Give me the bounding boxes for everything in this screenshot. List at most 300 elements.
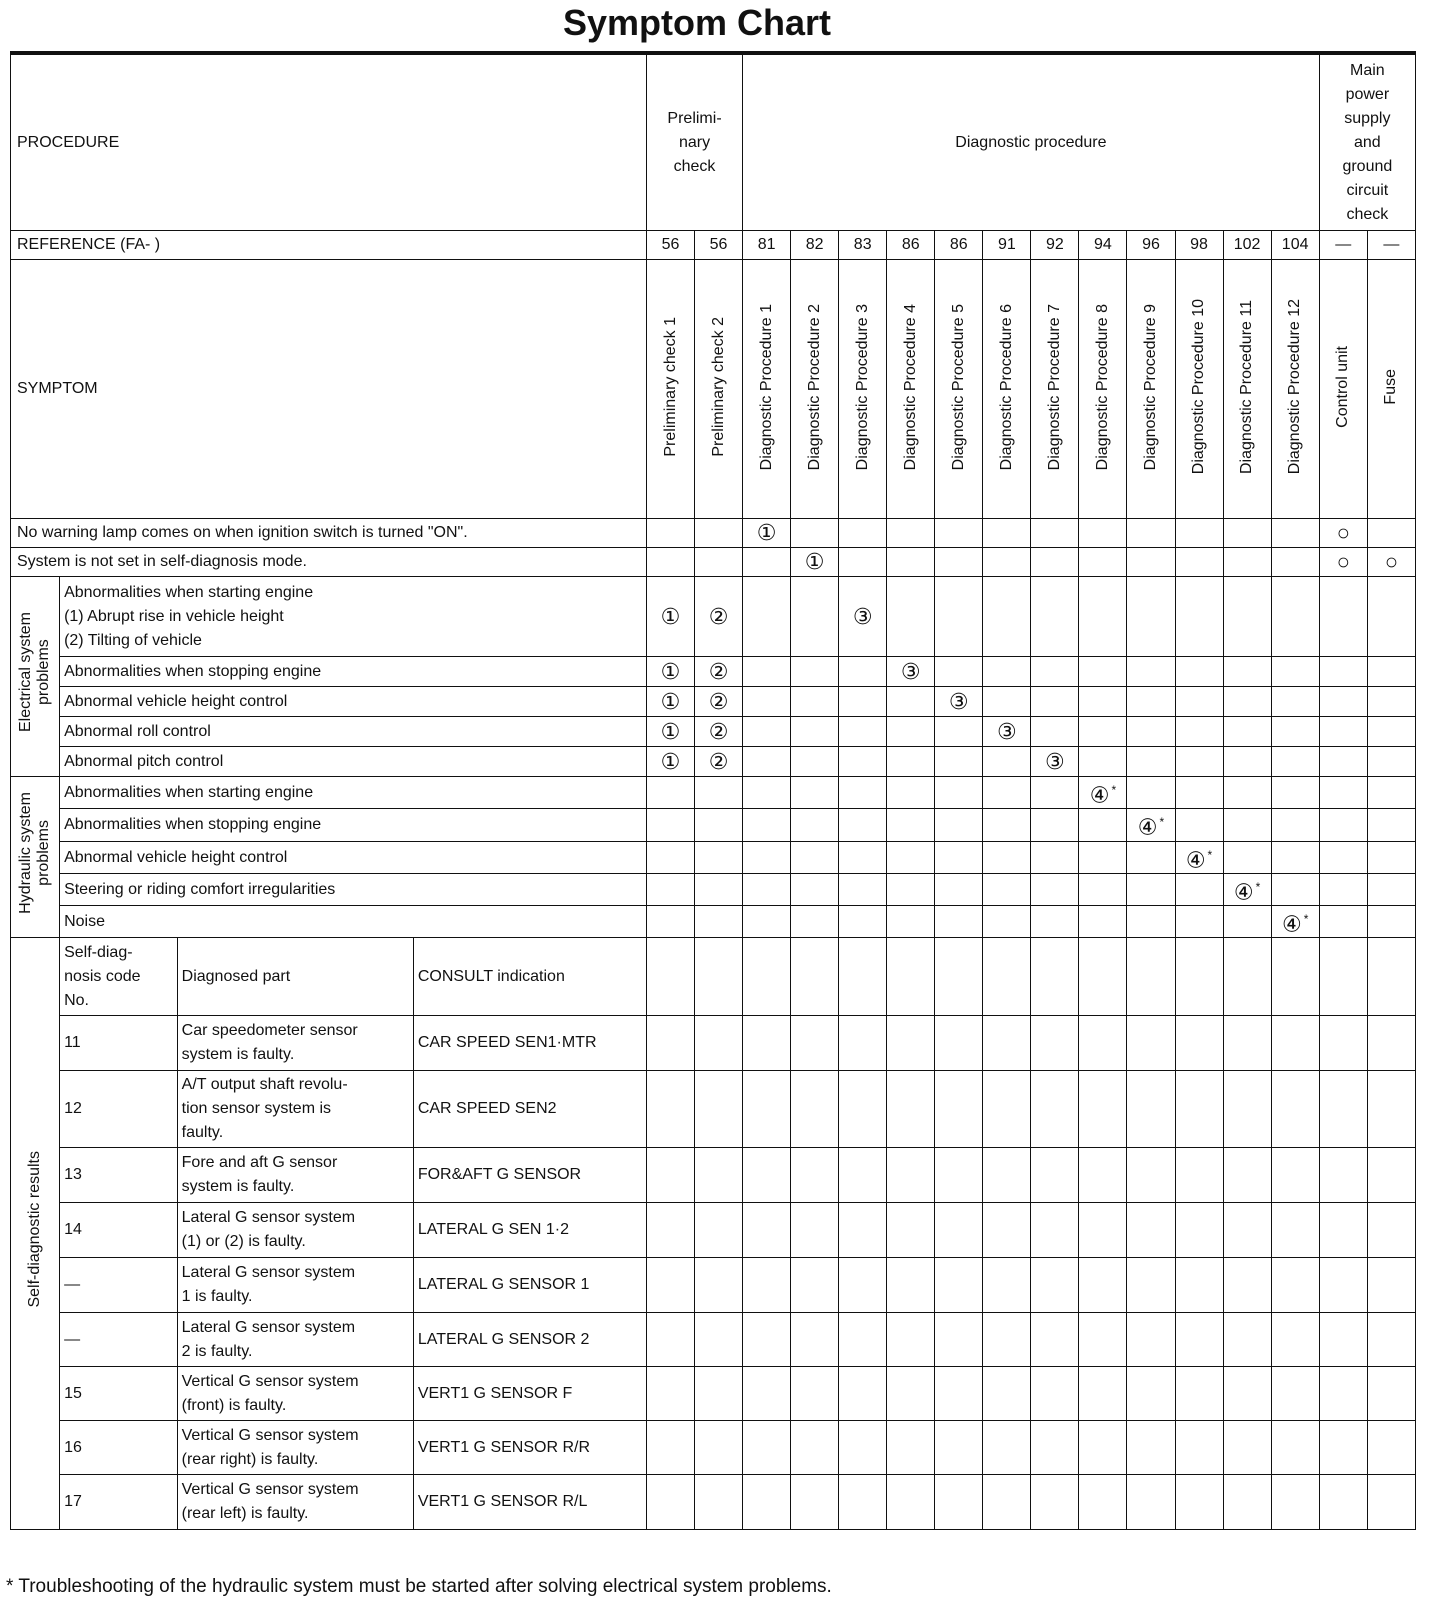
self-diag-row bbox=[11, 1313, 1416, 1367]
hydraulic-symptom-row bbox=[11, 874, 1416, 906]
mark-cell bbox=[1127, 1367, 1175, 1421]
mark-cell bbox=[695, 747, 743, 777]
mark-cell bbox=[1223, 519, 1271, 548]
mark-cell bbox=[743, 717, 791, 747]
mark-cell bbox=[695, 548, 743, 577]
mark-cell bbox=[1367, 842, 1415, 874]
hydraulic-symptom-row bbox=[11, 906, 1416, 938]
mark-cell bbox=[743, 938, 791, 1016]
column-header bbox=[1319, 260, 1367, 519]
mark-cell bbox=[1175, 717, 1223, 747]
mark-cell bbox=[1127, 1071, 1175, 1148]
self-diag-code: — bbox=[60, 1258, 178, 1313]
self-diagnostic-group-text: Self-diagnostic results bbox=[26, 1151, 44, 1308]
mark-cell bbox=[1367, 938, 1415, 1016]
self-diag-code: 16 bbox=[60, 1421, 178, 1475]
mark-cell bbox=[743, 1475, 791, 1530]
mark-cell bbox=[1319, 1148, 1367, 1203]
mark-cell bbox=[1367, 1475, 1415, 1530]
mark-cell bbox=[1031, 1367, 1079, 1421]
mark-cell bbox=[695, 906, 743, 938]
mark-cell bbox=[1271, 687, 1319, 717]
symptom-label: SYMPTOM bbox=[11, 260, 647, 519]
footnote-star: * bbox=[1207, 847, 1213, 862]
mark-cell bbox=[695, 657, 743, 687]
column-header bbox=[1079, 260, 1127, 519]
mark-cell bbox=[1127, 906, 1175, 938]
mark-cell bbox=[1367, 874, 1415, 906]
mark-cell bbox=[935, 809, 983, 842]
mark-cell bbox=[983, 1071, 1031, 1148]
mark-cell bbox=[1319, 906, 1367, 938]
mark-cell bbox=[743, 809, 791, 842]
mark-cell bbox=[1127, 1016, 1175, 1071]
mark-cell bbox=[1127, 842, 1175, 874]
step-mark: ① bbox=[660, 748, 681, 774]
mark-cell bbox=[983, 1203, 1031, 1258]
diagnosed-part-header: Diagnosed part bbox=[177, 938, 413, 1016]
mark-cell bbox=[839, 1475, 887, 1530]
column-header bbox=[1175, 260, 1223, 519]
symptom-table-body bbox=[11, 55, 1416, 1530]
mark-cell bbox=[1175, 519, 1223, 548]
hydraulic-group-text: Hydraulic system problems bbox=[17, 792, 53, 914]
mark-cell bbox=[887, 657, 935, 687]
mark-cell bbox=[839, 777, 887, 809]
mark-cell bbox=[791, 842, 839, 874]
mark-cell bbox=[935, 519, 983, 548]
mark-cell bbox=[1367, 717, 1415, 747]
mark-cell bbox=[646, 1367, 694, 1421]
electrical-group-text: Electrical system problems bbox=[17, 612, 53, 733]
mark-cell bbox=[839, 1071, 887, 1148]
mark-cell bbox=[839, 1421, 887, 1475]
mark-cell bbox=[1079, 548, 1127, 577]
mark-cell bbox=[1367, 657, 1415, 687]
mark-cell bbox=[887, 519, 935, 548]
mark-cell bbox=[839, 906, 887, 938]
mark-cell bbox=[983, 842, 1031, 874]
reference-cell: 83 bbox=[839, 231, 887, 260]
mark-cell bbox=[839, 1258, 887, 1313]
consult-indication: LATERAL G SENSOR 2 bbox=[413, 1313, 646, 1367]
mark-cell bbox=[1223, 1203, 1271, 1258]
mark-cell bbox=[839, 519, 887, 548]
step-mark: ④ bbox=[1233, 879, 1254, 905]
mark-cell bbox=[695, 1475, 743, 1530]
mark-cell bbox=[646, 809, 694, 842]
mark-cell bbox=[935, 687, 983, 717]
mark-cell bbox=[791, 906, 839, 938]
mark-cell bbox=[1319, 1258, 1367, 1313]
mark-cell bbox=[1031, 657, 1079, 687]
mark-cell bbox=[887, 1421, 935, 1475]
column-header-label: Diagnostic Procedure 1 bbox=[757, 303, 775, 471]
mark-cell bbox=[743, 1313, 791, 1367]
mark-cell bbox=[1319, 1475, 1367, 1530]
self-diag-code: 14 bbox=[60, 1203, 178, 1258]
step-mark: ① bbox=[660, 688, 681, 714]
mark-cell bbox=[695, 687, 743, 717]
mark-cell bbox=[839, 577, 887, 657]
reference-cell: 86 bbox=[935, 231, 983, 260]
mark-cell bbox=[1223, 548, 1271, 577]
mark-cell bbox=[743, 577, 791, 657]
mark-cell bbox=[695, 519, 743, 548]
footnote: * Troubleshooting of the hydraulic system must be started after solving electrical system problems. bbox=[6, 1576, 832, 1597]
mark-cell bbox=[1175, 842, 1223, 874]
mark-cell bbox=[1127, 657, 1175, 687]
mark-cell bbox=[791, 1421, 839, 1475]
mark-cell bbox=[887, 1203, 935, 1258]
mark-cell bbox=[983, 1313, 1031, 1367]
mark-cell bbox=[1319, 1016, 1367, 1071]
mark-cell bbox=[743, 747, 791, 777]
mark-cell bbox=[646, 1016, 694, 1071]
mark-cell bbox=[646, 842, 694, 874]
mark-cell bbox=[983, 548, 1031, 577]
mark-cell bbox=[1127, 938, 1175, 1016]
mark-cell bbox=[935, 1475, 983, 1530]
mark-cell bbox=[887, 1071, 935, 1148]
reference-cell: 91 bbox=[983, 231, 1031, 260]
mark-cell bbox=[1175, 687, 1223, 717]
mark-cell bbox=[839, 657, 887, 687]
self-diag-code: 11 bbox=[60, 1016, 178, 1071]
mark-cell bbox=[1223, 657, 1271, 687]
mark-cell bbox=[791, 548, 839, 577]
mark-cell bbox=[887, 1258, 935, 1313]
step-mark: ④ bbox=[1137, 814, 1158, 840]
mark-cell bbox=[646, 938, 694, 1016]
mark-cell bbox=[1319, 548, 1367, 577]
mark-cell bbox=[1031, 717, 1079, 747]
mark-cell bbox=[1223, 777, 1271, 809]
mark-cell bbox=[887, 809, 935, 842]
consult-indication: CAR SPEED SEN2 bbox=[413, 1071, 646, 1148]
mark-cell bbox=[1367, 1421, 1415, 1475]
step-mark: ② bbox=[708, 658, 729, 684]
mark-cell bbox=[1031, 809, 1079, 842]
self-diag-row bbox=[11, 1148, 1416, 1203]
mark-cell bbox=[839, 717, 887, 747]
mark-cell bbox=[1319, 717, 1367, 747]
mark-cell bbox=[887, 777, 935, 809]
mark-cell bbox=[1031, 1071, 1079, 1148]
column-header-label: Preliminary check 1 bbox=[661, 317, 679, 457]
mark-cell bbox=[791, 1258, 839, 1313]
mark-cell bbox=[1367, 1148, 1415, 1203]
mark-cell bbox=[791, 1016, 839, 1071]
mark-cell bbox=[887, 874, 935, 906]
column-header bbox=[791, 260, 839, 519]
mark-cell bbox=[646, 874, 694, 906]
mark-cell bbox=[646, 577, 694, 657]
mark-cell bbox=[935, 777, 983, 809]
mark-cell bbox=[1127, 874, 1175, 906]
mark-cell bbox=[983, 906, 1031, 938]
mark-cell bbox=[983, 1367, 1031, 1421]
column-header bbox=[1127, 260, 1175, 519]
column-header-label: Diagnostic Procedure 9 bbox=[1141, 303, 1159, 471]
mark-cell bbox=[1079, 1421, 1127, 1475]
mark-cell bbox=[1175, 938, 1223, 1016]
mark-cell bbox=[646, 1203, 694, 1258]
mark-cell bbox=[1223, 577, 1271, 657]
step-mark: ② bbox=[708, 748, 729, 774]
mark-cell bbox=[743, 657, 791, 687]
column-header-label: Control unit bbox=[1334, 346, 1352, 428]
column-header-label: Diagnostic Procedure 3 bbox=[853, 303, 871, 471]
step-mark: ○ bbox=[1384, 549, 1399, 574]
self-diag-row bbox=[11, 1258, 1416, 1313]
mark-cell bbox=[935, 874, 983, 906]
mark-cell bbox=[1271, 657, 1319, 687]
mark-cell bbox=[1223, 842, 1271, 874]
mark-cell bbox=[983, 1421, 1031, 1475]
mark-cell bbox=[1031, 548, 1079, 577]
step-mark: ② bbox=[708, 603, 729, 629]
mark-cell bbox=[1079, 1258, 1127, 1313]
mark-cell bbox=[983, 777, 1031, 809]
mark-cell bbox=[983, 577, 1031, 657]
mark-cell bbox=[839, 809, 887, 842]
mark-cell bbox=[695, 1016, 743, 1071]
mark-cell bbox=[983, 1148, 1031, 1203]
mark-cell bbox=[1127, 1421, 1175, 1475]
mark-cell bbox=[935, 1258, 983, 1313]
mark-cell bbox=[695, 809, 743, 842]
mark-cell bbox=[1127, 548, 1175, 577]
mark-cell bbox=[791, 1367, 839, 1421]
symptom-text: Abnormal roll control bbox=[60, 717, 647, 747]
mark-cell bbox=[887, 1475, 935, 1530]
mark-cell bbox=[887, 548, 935, 577]
mark-cell bbox=[983, 519, 1031, 548]
mark-cell bbox=[1031, 1016, 1079, 1071]
consult-indication: CAR SPEED SEN1·MTR bbox=[413, 1016, 646, 1071]
mark-cell bbox=[887, 687, 935, 717]
column-header bbox=[695, 260, 743, 519]
mark-cell bbox=[1271, 1258, 1319, 1313]
mark-cell bbox=[791, 657, 839, 687]
mark-cell bbox=[1367, 1203, 1415, 1258]
footnote-star: * bbox=[1303, 911, 1309, 926]
symptom-text: Steering or riding comfort irregularities bbox=[60, 874, 647, 906]
mark-cell bbox=[695, 1071, 743, 1148]
mark-cell bbox=[1175, 1421, 1223, 1475]
mark-cell bbox=[935, 1367, 983, 1421]
self-diag-row bbox=[11, 1016, 1416, 1071]
step-mark: ④ bbox=[1185, 847, 1206, 873]
column-header-label: Diagnostic Procedure 5 bbox=[949, 303, 967, 471]
mark-cell bbox=[1031, 1203, 1079, 1258]
mark-cell bbox=[1079, 842, 1127, 874]
mark-cell bbox=[1319, 842, 1367, 874]
mark-cell bbox=[1271, 842, 1319, 874]
self-diag-row bbox=[11, 1421, 1416, 1475]
mark-cell bbox=[1367, 809, 1415, 842]
mark-cell bbox=[1223, 747, 1271, 777]
mark-cell bbox=[1127, 717, 1175, 747]
mark-cell bbox=[791, 519, 839, 548]
step-mark: ② bbox=[708, 688, 729, 714]
footnote-star: * bbox=[1255, 879, 1261, 894]
mark-cell bbox=[646, 519, 694, 548]
step-mark: ③ bbox=[996, 718, 1017, 744]
mark-cell bbox=[1175, 1016, 1223, 1071]
mark-cell bbox=[839, 747, 887, 777]
mark-cell bbox=[1319, 1203, 1367, 1258]
mark-cell bbox=[935, 577, 983, 657]
mark-cell bbox=[1319, 1367, 1367, 1421]
mark-cell bbox=[1127, 809, 1175, 842]
mark-cell bbox=[791, 1071, 839, 1148]
mark-cell bbox=[646, 1258, 694, 1313]
mark-cell bbox=[983, 874, 1031, 906]
mark-cell bbox=[1175, 1313, 1223, 1367]
mark-cell bbox=[839, 938, 887, 1016]
mark-cell bbox=[1271, 1313, 1319, 1367]
mark-cell bbox=[983, 747, 1031, 777]
self-diag-code: 17 bbox=[60, 1475, 178, 1530]
column-header-label: Diagnostic Procedure 8 bbox=[1093, 303, 1111, 471]
mark-cell bbox=[1175, 1475, 1223, 1530]
mark-cell bbox=[887, 747, 935, 777]
mark-cell bbox=[695, 777, 743, 809]
column-header-label: Diagnostic Procedure 11 bbox=[1238, 299, 1256, 475]
mark-cell bbox=[1031, 1148, 1079, 1203]
column-header bbox=[935, 260, 983, 519]
mark-cell bbox=[743, 687, 791, 717]
mark-cell bbox=[887, 1016, 935, 1071]
mark-cell bbox=[1175, 1258, 1223, 1313]
mark-cell bbox=[887, 906, 935, 938]
mark-cell bbox=[1079, 1203, 1127, 1258]
mark-cell bbox=[743, 1016, 791, 1071]
mark-cell bbox=[695, 1367, 743, 1421]
mark-cell bbox=[839, 1367, 887, 1421]
mark-cell bbox=[1367, 1313, 1415, 1367]
mark-cell bbox=[1079, 938, 1127, 1016]
column-header-label: Fuse bbox=[1382, 369, 1400, 405]
step-mark: ○ bbox=[1336, 520, 1350, 545]
mark-cell bbox=[1031, 842, 1079, 874]
diagnosed-part: Vertical G sensor system (rear left) is faulty. bbox=[177, 1475, 413, 1530]
mark-cell bbox=[1367, 1258, 1415, 1313]
group-diagnostic-procedure: Diagnostic procedure bbox=[743, 55, 1320, 231]
reference-cell: 56 bbox=[646, 231, 694, 260]
mark-cell bbox=[1319, 874, 1367, 906]
mark-cell bbox=[743, 777, 791, 809]
mark-cell bbox=[791, 777, 839, 809]
self-diag-code: 15 bbox=[60, 1367, 178, 1421]
mark-cell bbox=[1271, 777, 1319, 809]
symptom-text: Abnormalities when starting engine (1) Abrupt rise in vehicle height (2) Tilting of vehicle bbox=[60, 577, 647, 657]
electrical-symptom-row bbox=[11, 577, 1416, 657]
mark-cell bbox=[791, 577, 839, 657]
reference-cell: 104 bbox=[1271, 231, 1319, 260]
diagnosed-part: Lateral G sensor system 1 is faulty. bbox=[177, 1258, 413, 1313]
electrical-group-label bbox=[11, 577, 60, 777]
mark-cell bbox=[1127, 747, 1175, 777]
mark-cell bbox=[1175, 548, 1223, 577]
mark-cell bbox=[791, 717, 839, 747]
mark-cell bbox=[839, 687, 887, 717]
symptom-text: Abnormal vehicle height control bbox=[60, 687, 647, 717]
procedure-label: PROCEDURE bbox=[11, 55, 647, 231]
mark-cell bbox=[1031, 747, 1079, 777]
mark-cell bbox=[1271, 874, 1319, 906]
mark-cell bbox=[935, 657, 983, 687]
mark-cell bbox=[983, 938, 1031, 1016]
mark-cell bbox=[1031, 577, 1079, 657]
step-mark: ① bbox=[660, 718, 681, 744]
consult-indication: FOR&AFT G SENSOR bbox=[413, 1148, 646, 1203]
mark-cell bbox=[1079, 1071, 1127, 1148]
electrical-symptom-row bbox=[11, 657, 1416, 687]
mark-cell bbox=[983, 687, 1031, 717]
step-mark: ④ bbox=[1281, 911, 1302, 937]
hydraulic-symptom-row bbox=[11, 842, 1416, 874]
self-diag-row bbox=[11, 1475, 1416, 1530]
mark-cell bbox=[983, 1475, 1031, 1530]
mark-cell bbox=[1127, 519, 1175, 548]
mark-cell bbox=[1271, 1203, 1319, 1258]
mark-cell bbox=[1367, 1071, 1415, 1148]
mark-cell bbox=[1127, 1313, 1175, 1367]
mark-cell bbox=[646, 717, 694, 747]
mark-cell bbox=[1319, 747, 1367, 777]
reference-cell: 86 bbox=[887, 231, 935, 260]
column-header bbox=[1367, 260, 1415, 519]
diagnosed-part: Car speedometer sensor system is faulty. bbox=[177, 1016, 413, 1071]
mark-cell bbox=[1319, 1071, 1367, 1148]
mark-cell bbox=[646, 747, 694, 777]
mark-cell bbox=[1367, 519, 1415, 548]
mark-cell bbox=[1223, 874, 1271, 906]
mark-cell bbox=[887, 1313, 935, 1367]
column-header-label: Diagnostic Procedure 6 bbox=[997, 303, 1015, 471]
mark-cell bbox=[1031, 1421, 1079, 1475]
mark-cell bbox=[743, 519, 791, 548]
mark-cell bbox=[743, 874, 791, 906]
mark-cell bbox=[1223, 717, 1271, 747]
mark-cell bbox=[983, 657, 1031, 687]
mark-cell bbox=[1079, 717, 1127, 747]
step-mark: ③ bbox=[852, 603, 873, 629]
mark-cell bbox=[1319, 657, 1367, 687]
mark-cell bbox=[1223, 1258, 1271, 1313]
mark-cell bbox=[1127, 777, 1175, 809]
mark-cell bbox=[1223, 938, 1271, 1016]
group-main-power-check: Main power supply and ground circuit check bbox=[1319, 55, 1415, 231]
symptom-table bbox=[10, 54, 1416, 1530]
symptom-text: Abnormalities when stopping engine bbox=[60, 657, 647, 687]
symptom-text: No warning lamp comes on when ignition switch is turned "ON". bbox=[11, 519, 647, 548]
mark-cell bbox=[1319, 938, 1367, 1016]
mark-cell bbox=[887, 1148, 935, 1203]
mark-cell bbox=[1367, 777, 1415, 809]
footnote-star: * bbox=[1159, 815, 1165, 830]
mark-cell bbox=[1271, 906, 1319, 938]
mark-cell bbox=[983, 1258, 1031, 1313]
mark-cell bbox=[1271, 519, 1319, 548]
mark-cell bbox=[1223, 1475, 1271, 1530]
mark-cell bbox=[1223, 1016, 1271, 1071]
mark-cell bbox=[1175, 577, 1223, 657]
electrical-symptom-row bbox=[11, 717, 1416, 747]
